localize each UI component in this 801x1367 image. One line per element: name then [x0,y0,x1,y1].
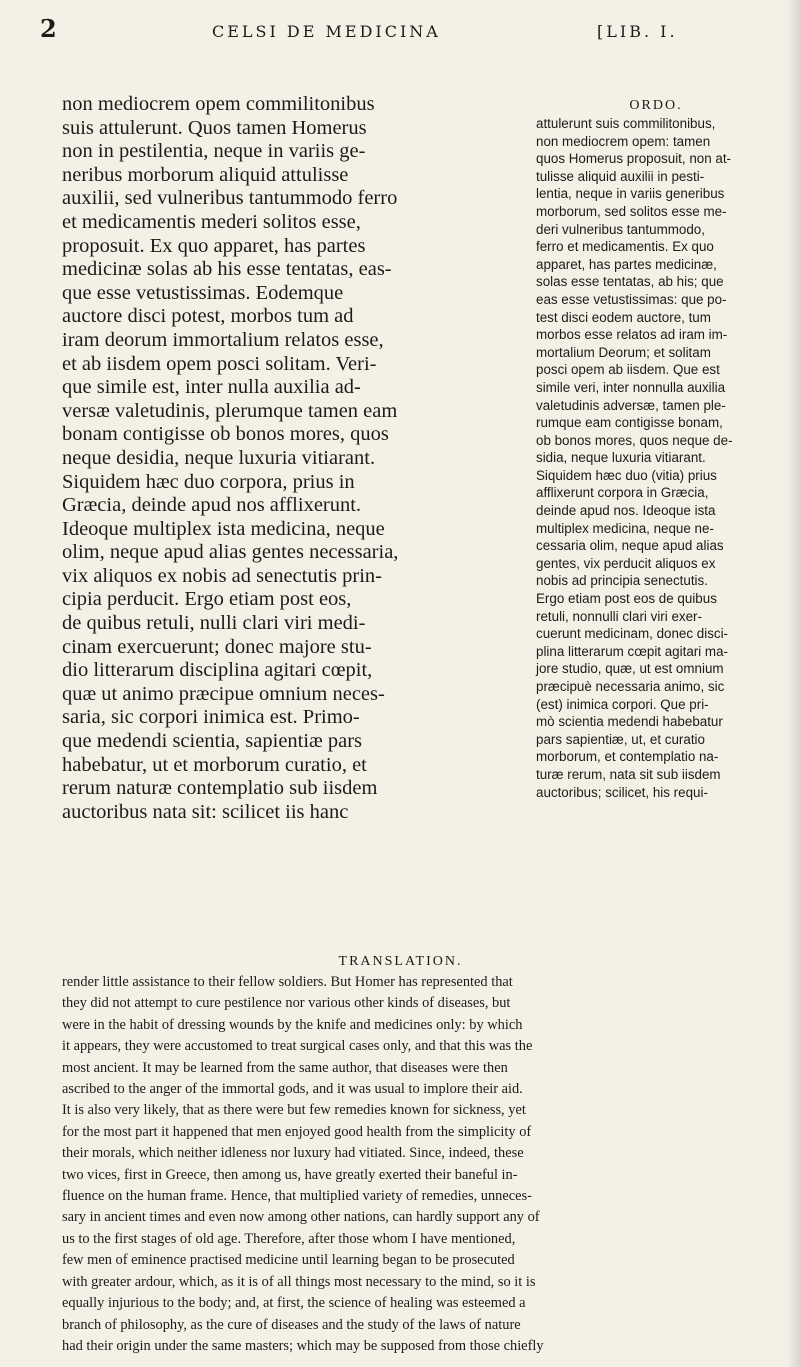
ordo-line: retuli, nonnulli clari viri exer- [536,608,702,624]
latin-line: non in pestilentia, neque in variis ge- [62,140,366,163]
ordo-column [536,97,776,801]
latin-line: olim, neque apud alias gentes necessaria, [62,541,399,564]
running-title: CELSI DE MEDICINA [212,22,441,41]
translation-line: it appears, they were accustomed to treat surgical cases only, and that this was the [62,1038,533,1055]
translation-line: with greater ardour, which, as it is of all things most necessary to the mind, so it is [62,1273,536,1290]
translation-line: two vices, first in Greece, then among us, have greatly exerted their baneful in- [62,1166,518,1183]
ordo-line: deri vulneribus tantummodo, [536,221,705,237]
ordo-line: eas esse vetustissimas: que po- [536,291,727,307]
latin-line: iram deorum immortalium relatos esse, [62,328,384,351]
translation-line: were in the habit of dressing wounds by the knife and medicines only: by which [62,1016,523,1033]
ordo-line: cessaria olim, neque apud alias [536,538,724,554]
ordo-line: solas esse tentatas, ab his; que [536,274,724,290]
ordo-line: Ergo etiam post eos de quibus [536,591,717,607]
latin-line: que simile est, inter nulla auxilia ad- [62,376,361,399]
ordo-line: ferro et medicamentis. Ex quo [536,239,714,255]
latin-line: cinam exercuerunt; donec majore stu- [62,635,372,658]
ordo-line: mò scientia medendi habebatur [536,714,723,730]
ordo-line: afflixerunt corpora in Græcia, [536,485,709,501]
ordo-line: Siquidem hæc duo (vitia) prius [536,467,717,483]
ordo-line: (est) inimica corpori. Que pri- [536,696,709,712]
translation-line: ascribed to the anger of the immortal gods, and it was usual to implore their aid. [62,1081,523,1098]
latin-line: proposuit. Ex quo apparet, has partes [62,234,366,257]
translation-line: It is also very likely, that as there were but few remedies known for sickness, yet [62,1102,526,1119]
latin-line: saria, sic corpori inimica est. Primo- [62,706,360,729]
ordo-line: auctoribus; scilicet, his requi- [536,784,708,800]
page-number: 2 [40,14,57,43]
ordo-line: valetudinis adversæ, tamen ple- [536,397,726,413]
ordo-heading: ORDO. [629,98,683,113]
translation-line: their morals, which neither idleness nor luxury had vitiated. Since, indeed, these [62,1145,524,1162]
latin-line: versæ valetudinis, plerumque tamen eam [62,399,398,422]
latin-line: habebatur, ut et morborum curatio, et [62,753,367,776]
ordo-line: nobis ad principia senectutis. [536,573,708,589]
ordo-line: ob bonos mores, quos neque de- [536,432,733,448]
latin-line: rerum naturæ contemplatio sub iisdem [62,777,378,800]
ordo-line: cuerunt medicinam, donec disci- [536,626,729,642]
latin-line: auctoribus nata sit: scilicet iis hanc [62,800,349,823]
latin-line: cipia perducit. Ergo etiam post eos, [62,588,352,611]
translation-line: for the most part it happened that men enjoyed good health from the simplicity of [62,1123,532,1140]
translation-line: they did not attempt to cure pestilence nor various other kinds of diseases, but [62,995,511,1012]
latin-line: suis attulerunt. Quos tamen Homerus [62,116,367,139]
ordo-line: posci opem ab iisdem. Que est [536,362,720,378]
ordo-line: rumque eam contigisse bonam, [536,415,723,431]
ordo-line: gentes, vix perducit aliquos ex [536,555,716,571]
latin-line: quæ ut animo præcipue omnium neces- [62,682,385,705]
latin-line: vix aliquos ex nobis ad senectutis prin- [62,564,382,587]
translation-line: equally injurious to the body; and, at first, the science of healing was esteemed a [62,1295,526,1312]
ordo-line: apparet, has partes medicinæ, [536,256,717,272]
latin-text-column [62,93,522,824]
latin-line: non mediocrem opem commilitonibus [62,93,375,115]
latin-line: et ab iisdem opem posci solitam. Veri- [62,352,377,375]
translation-line: few men of eminence practised medicine until learning began to be prosecuted [62,1252,515,1269]
latin-line: neribus morborum aliquid attulisse [62,163,349,186]
ordo-line: non mediocrem opem: tamen [536,133,711,149]
translation-line: render little assistance to their fellow soldiers. But Homer has represented that [62,974,513,990]
latin-line: Græcia, deinde apud nos afflixerunt. [62,494,362,517]
ordo-line: mortalium Deorum; et solitam [536,344,711,360]
ordo-text [536,115,776,801]
latin-line: Ideoque multiplex ista medicina, neque [62,517,385,540]
latin-line: medicinæ solas ab his esse tentatas, eas- [62,258,392,281]
ordo-line: jore studio, quæ, ut est omnium [536,661,724,677]
latin-line: auxilii, sed vulneribus tantummodo ferro [62,187,398,210]
latin-line: dio litterarum disciplina agitari cœpit, [62,659,373,682]
ordo-line: pars sapientiæ, ut, et curatio [536,731,705,747]
translation-line: fluence on the human frame. Hence, that multiplied variety of remedies, unneces- [62,1188,532,1205]
ordo-line: attulerunt suis commilitonibus, [536,116,716,131]
ordo-line: quos Homerus proposuit, non at- [536,151,732,167]
ordo-line: lentia, neque in variis generibus [536,186,725,202]
ordo-line: turæ rerum, nata sit sub iisdem [536,766,721,782]
latin-line: auctore disci potest, morbos tum ad [62,305,354,328]
ordo-line: sidia, neque luxuria vitiarant. [536,450,706,466]
translation-line: sary in ancient times and even now among other nations, can hardly support any of [62,1209,540,1226]
ordo-line: plina litterarum cœpit agitari ma- [536,643,728,659]
translation-line: most ancient. It may be learned from the same author, that diseases were then [62,1059,508,1076]
book-reference: [LIB. I. [597,22,678,41]
page-edge-shadow [787,0,801,1367]
latin-line: de quibus retuli, nulli clari viri medi- [62,612,366,635]
ordo-line: tulisse aliquid auxilii in pesti- [536,168,705,184]
ordo-line: præcipuè necessaria animo, sic [536,679,725,694]
ordo-line: deinde apud nos. Ideoque ista [536,503,716,519]
ordo-line: multiplex medicina, neque ne- [536,520,714,536]
latin-line: bonam contigisse ob bonos mores, quos [62,423,389,446]
latin-line: que esse vetustissimas. Eodemque [62,281,344,304]
latin-line: Siquidem hæc duo corpora, prius in [62,470,355,493]
ordo-line: simile veri, inter nonnulla auxilia [536,379,726,395]
latin-line: neque desidia, neque luxuria vitiarant. [62,446,376,469]
ordo-line: test disci eodem auctore, tum [536,309,711,325]
ordo-line: morborum, et contemplatio na- [536,749,719,765]
translation-text [62,972,782,1357]
ordo-line: morborum, sed solitos esse me- [536,203,727,219]
translation-heading: TRANSLATION. [338,954,463,969]
translation-line: us to the first stages of old age. Therefore, after those whom I have mentioned, [62,1230,516,1247]
latin-line: et medicamentis mederi solitos esse, [62,210,361,233]
translation-line: branch of philosophy, as the cure of diseases and the study of the laws of nature [62,1316,521,1333]
translation-line: had their origin under the same masters; which may be supposed from those chiefly [62,1337,544,1354]
ordo-line: morbos esse relatos ad iram im- [536,327,728,343]
latin-line: que medendi scientia, sapientiæ pars [62,730,363,753]
